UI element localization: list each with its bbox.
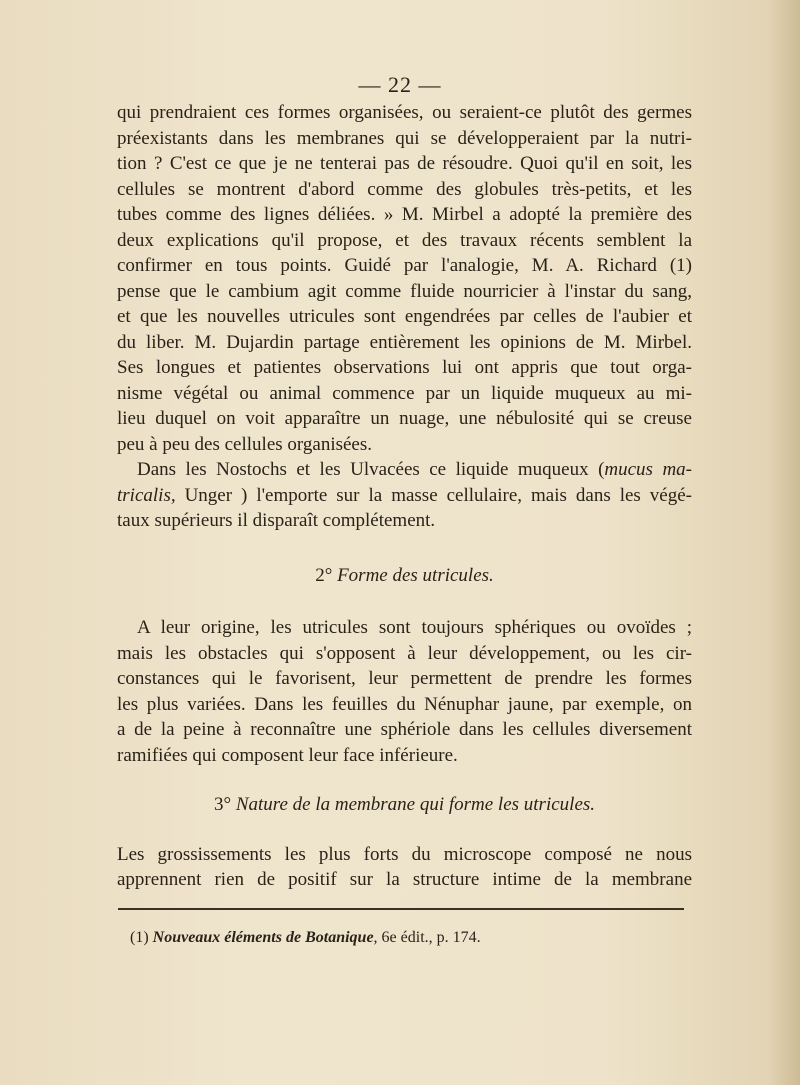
text-run: Unger ) l'emporte sur la masse cellulaire, mais dans les végé- [175,484,692,506]
text-line: les plus variées. Dans les feuilles du Nénuphar jaune, par exemple, on [117,693,692,715]
text-line: constances qui le favorisent, leur permettent de prendre les formes [117,668,692,689]
text-line: pense que le cambium agit comme fluide nourricier à l'instar du sang, [117,280,692,302]
footnote-marker: (1) [130,929,149,946]
text-line: cellules se montrent d'abord comme des globules très-petits, et les [117,178,692,200]
text-line: deux explications qu'il propose, et des travaux récents semblent la [117,229,692,251]
text-line: confirmer en tous points. Guidé par l'analogie, M. A. Richard (1) [117,255,692,276]
footnote-divider [118,908,684,910]
text-line: lieu duquel on voit apparaître un nuage, une nébulosité qui se creuse [117,408,692,429]
text-line: préexistants dans les membranes qui se développeraient par la nutri- [117,127,692,149]
paragraph-1 [117,100,692,457]
section-title: Forme des utricules. [337,564,494,586]
text-line: Les grossissements les plus forts du microscope composé ne nous [117,843,692,865]
text-line: a de la peine à reconnaître une sphériole dans les cellules diversement [117,719,692,740]
page-number: — 22 — [358,72,442,97]
text-line: tion ? C'est ce que je ne tenterai pas de résoudre. Quoi qu'il en soit, les [117,153,692,174]
text-line: ramifiées qui composent leur face inférieure. [117,744,458,766]
latin-term: tricalis, [117,484,176,506]
text-line: peu à peu des cellules organisées. [117,433,373,455]
paragraph-4 [117,842,692,893]
text-line: et que les nouvelles utricules sont engendrées par celles de l'aubier et [117,306,692,327]
text-line [117,483,692,509]
text-line: tubes comme des lignes déliées. » M. Mirbel a adopté la première des [117,204,692,225]
text-run: Dans les Nostochs et les Ulvacées ce liquide muqueux ( [137,459,605,480]
text-line: nisme végétal ou animal commence par un liquide muqueux au mi- [117,382,692,404]
footnote-details: , 6e édit., p. 174. [373,929,481,946]
text-line: apprennent rien de positif sur la structure intime de la membrane [117,869,692,890]
text-line: du liber. M. Dujardin partage entièrement les opinions de M. Mirbel. [117,331,692,353]
body-text [117,100,692,893]
text-line: qui prendraient ces formes organisées, ou seraient-ce plutôt des germes [117,102,692,123]
section-number: 3° [213,794,232,815]
text-line: mais les obstacles qui s'opposent à leur développement, ou les cir- [117,642,692,664]
text-line: A leur origine, les utricules sont toujours sphériques ou ovoïdes ; [137,617,692,638]
section-heading-3 [117,792,692,818]
footnote [130,929,481,947]
section-title: Nature de la membrane qui forme les utricules. [235,794,596,815]
paragraph-3 [117,615,692,768]
paragraph-2 [117,457,692,534]
text-line: taux supérieurs il disparaît complétement. [117,510,436,531]
section-heading-2 [117,563,692,589]
section-number: 2° [315,564,333,586]
text-line [117,457,692,483]
text-line: Ses longues et patientes observations lui ont appris que tout orga- [117,357,692,378]
footnote-title: Nouveaux éléments de Botanique [152,929,374,946]
latin-term: mucus ma- [604,459,692,480]
